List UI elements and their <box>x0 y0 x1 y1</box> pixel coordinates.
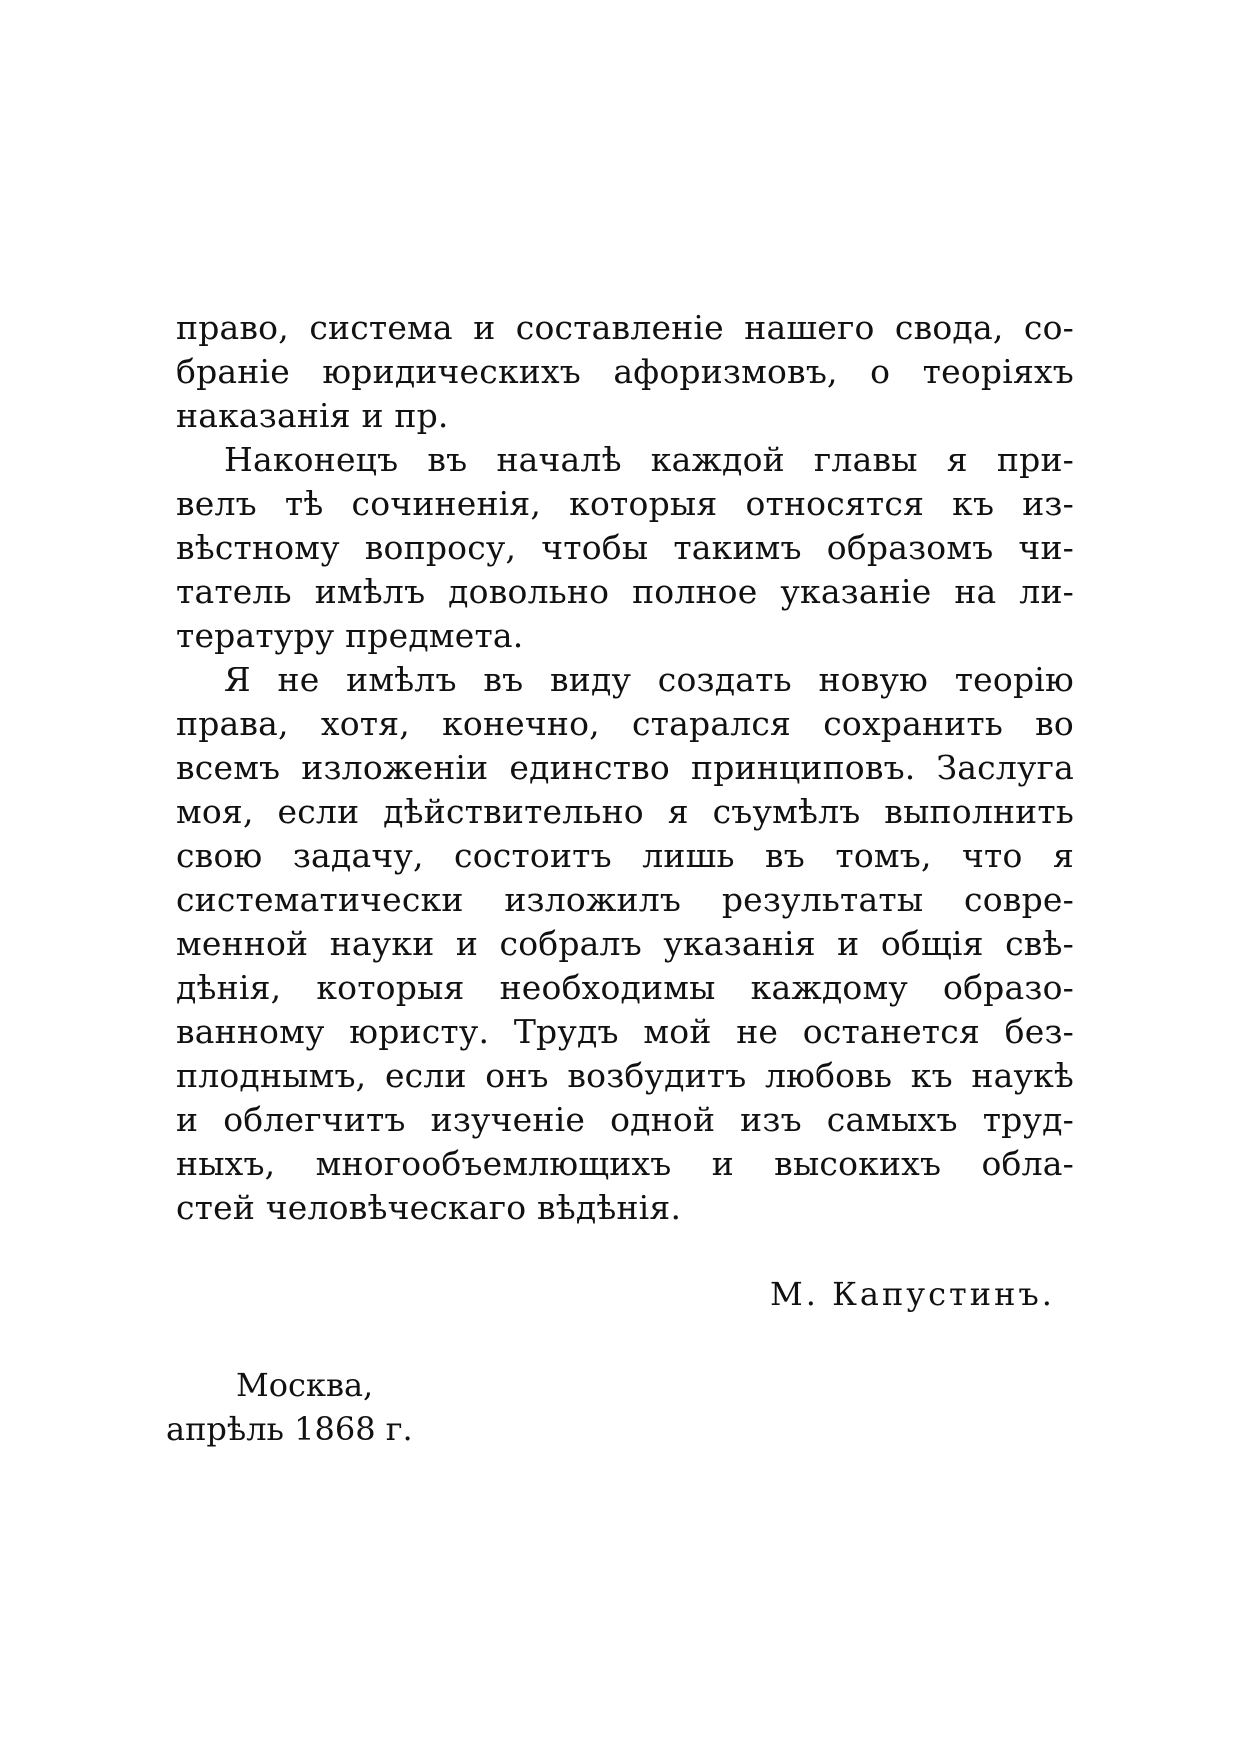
text-line: Наконецъ въ началѣ каждой главы я при- <box>224 440 1074 479</box>
text-line: велъ тѣ сочиненія, которыя относятся къ из- <box>176 484 1074 523</box>
text-line: стей человѣческаго вѣдѣнія. <box>176 1188 682 1227</box>
text-line: вѣстному вопросу, чтобы такимъ образомъ чи- <box>176 528 1074 567</box>
text-line: права, хотя, конечно, старался сохранить во <box>176 704 1074 743</box>
text-line: татель имѣлъ довольно полное указаніе на ли- <box>176 572 1074 611</box>
text-line: моя, если дѣйствительно я съумѣлъ выполнить <box>176 792 1074 831</box>
text-line: всемъ изложеніи единство принциповъ. Заслуга <box>176 748 1074 787</box>
text-line: систематически изложилъ результаты совре- <box>176 880 1074 919</box>
author-signature: М. Капустинъ. <box>770 1275 1055 1313</box>
text-line: плоднымъ, если онъ возбудитъ любовь къ наукѣ <box>176 1056 1074 1095</box>
place: Москва, <box>236 1366 374 1404</box>
text-line: дѣнія, которыя необходимы каждому образо- <box>176 968 1074 1007</box>
text-line: и облегчитъ изученіе одной изъ самыхъ труд- <box>176 1100 1074 1139</box>
text-line: тературу предмета. <box>176 616 524 655</box>
text-line: ванному юристу. Трудъ мой не останется без- <box>176 1012 1074 1051</box>
text-line: право, система и составленіе нашего свода, со- <box>176 308 1074 347</box>
text-line: менной науки и собралъ указанія и общія свѣ- <box>176 924 1074 963</box>
body-text <box>176 306 1074 1230</box>
place-date <box>166 1363 413 1451</box>
text-line: наказанія и пр. <box>176 396 449 435</box>
text-line: ныхъ, многообъемлющихъ и высокихъ обла- <box>176 1144 1074 1183</box>
text-line: Я не имѣлъ въ виду создать новую теорію <box>224 660 1074 699</box>
text-line: свою задачу, состоитъ лишь въ томъ, что я <box>176 836 1074 875</box>
date: апрѣль 1868 г. <box>166 1410 413 1448</box>
text-line: бранiе юридическихъ афоризмовъ, о теоріяхъ <box>176 352 1074 391</box>
